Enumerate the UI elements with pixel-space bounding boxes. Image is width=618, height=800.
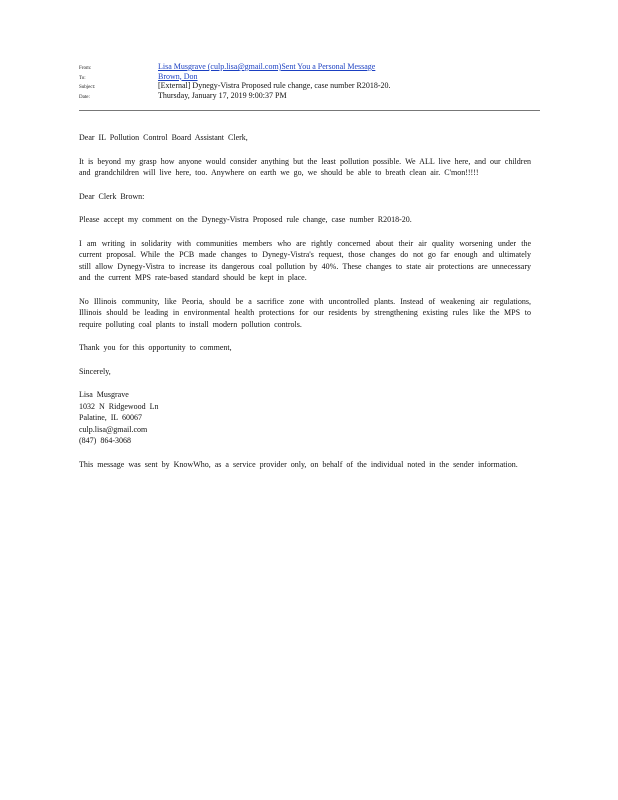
date-value: Thursday, January 17, 2019 9:00:37 PM [158,90,287,100]
subject-label: Subject: [79,85,96,90]
signature-name: Lisa Musgrave [79,390,129,399]
to-label: To: [79,75,86,81]
paragraph-solidarity: I am writing in solidarity with communities members who are rightly concerned about their air quality worsening under the current proposal. While the PCB made changes to Dynegy-Vistra's request, those changes do not go far enough and ultimately still allow Dynegy-Vistra to increase its dangerous coal pollution by 40%. These changes to state air protections are unnecessary and the current MPS rate-based standard should be kept in place. [79,238,531,282]
paragraph-opinion: It is beyond my grasp how anyone would consider anything but the least pollution possible. We ALL live here, and our children and grandchildren will live here, too. Anywhere on earth we go, we should be able to breath clean air. C'mon!!!!! [79,156,531,177]
subject-value: [External] Dynegy-Vistra Proposed rule change, case number R2018-20. [158,81,391,90]
footer-disclaimer: This message was sent by KnowWho, as a service provider only, on behalf of the individual noted in the sender information. [79,459,518,469]
header-divider [79,110,540,111]
paragraph-illinois: No Illinois community, like Peoria, should be a sacrifice zone with uncontrolled plants. Instead of weakening air regulations, Illinois should be leading in environmental health protections for our residents by strengthening existing rules like the MPS to require polluting coal plants to install modern pollution controls. [79,296,531,329]
closing: Sincerely, [79,366,111,376]
paragraph-thanks: Thank you for this opportunity to comment, [79,343,232,352]
signature-block [79,389,531,447]
from-row [79,62,540,72]
signature-phone: (847) 864-3068 [79,436,131,445]
subject-row [79,81,540,91]
signature-city: Palatine, IL 60067 [79,413,143,422]
email-body [79,132,531,482]
to-recipient-link[interactable]: Brown, Don [158,71,198,81]
greeting-clerk: Dear Clerk Brown: [79,191,145,201]
to-row [79,72,540,82]
signature-email: culp.lisa@gmail.com [79,424,148,434]
paragraph-comment-intro: Please accept my comment on the Dynegy-Vistra Proposed rule change, case number R2018-20. [79,215,412,224]
date-label: Date: [79,94,90,100]
date-row [79,91,540,101]
greeting-board: Dear IL Pollution Control Board Assistant Clerk, [79,133,248,142]
email-header [79,62,540,100]
signature-street: 1032 N Ridgewood Ln [79,401,159,411]
from-label: From: [79,66,92,71]
from-sender-link[interactable]: Lisa Musgrave (culp.lisa@gmail.com)Sent You a Personal Message [158,62,376,71]
